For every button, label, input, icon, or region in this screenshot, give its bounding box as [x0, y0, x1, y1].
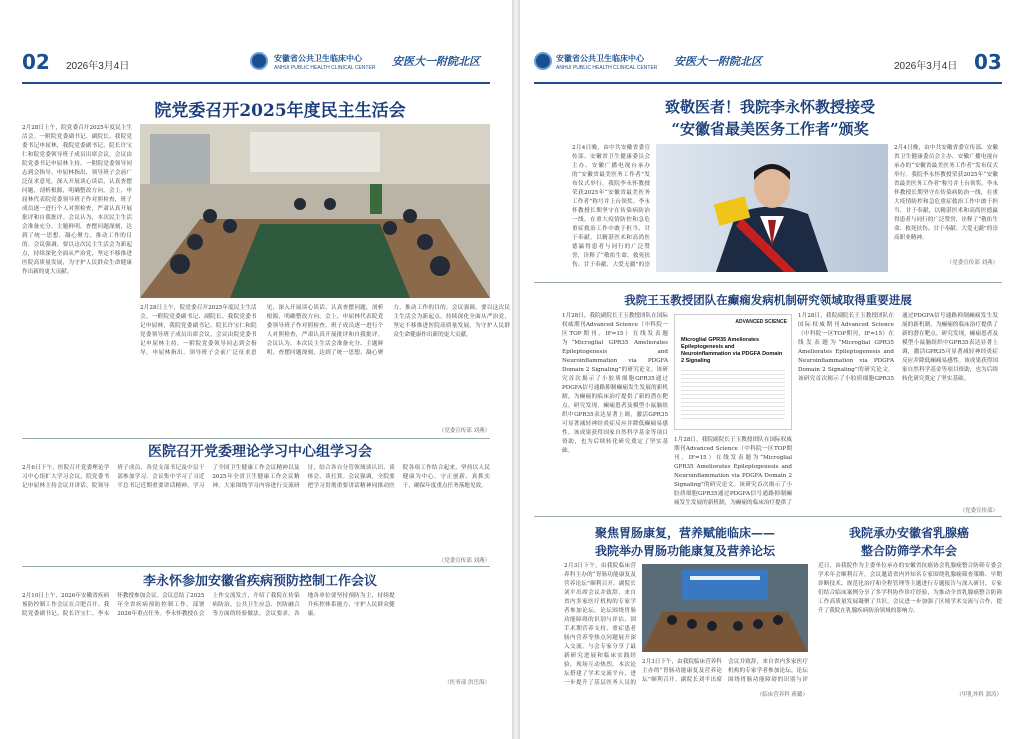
- paper-text-lines: [681, 367, 785, 421]
- article-title-line2: 我院举办胃肠功能康复及营养论坛: [594, 544, 775, 558]
- divider: [534, 516, 1002, 517]
- page-number: 03: [974, 50, 1002, 74]
- article-title-line2: 整合防筛学术年会: [860, 544, 957, 558]
- hospital-logo-icon: [250, 52, 268, 70]
- article-credit: （党委宣传部）: [959, 508, 998, 514]
- masthead-left: [22, 48, 490, 84]
- article-body: 2月4日晚，由中共安徽省委宣传部、安徽省卫生健康委员会主办、安徽广播电视台承办的“安徽省最美医务工作者”发布仪式举行。我院李永怀教授荣获2025年“安徽省最美医务工作者”称号并上台领奖。李永怀教授长期坚守在传染病防治一线，在重大疫情防控和急危重症救治工作中敢于担当、甘于奉献，以精湛医术和高尚医德赢得患者与同行的广泛赞誉，诠释了“敬佑生命、救死扶伤、甘于奉献、大爱无疆”的崇: [572, 145, 650, 268]
- divider: [22, 438, 490, 439]
- article-credit: （临床营养科 蒋璐）: [756, 692, 808, 698]
- article-body-continued: 1月28日，我院副院长王玉教授团队在国际权威期刊Advanced Science（中科院一区TOP期刊，IF=15）在线发表题为“Microglial GPR35 Ameliorates Epileptogenesis and Neuroinflammation via PDGFA Domain 2 Signaling”的研究论文。该研究首次揭示了小胶质细胞GPR35通过PDGFA信号通路抑制癫痫发生发展的新机制，为癫痫的临床治疗提供了新的潜在靶点。研究发现，癫痫患者及模型小鼠脑组织中GPR35表达显著上调，激活GPR35可显著减轻神经炎症反应并降低癫痫易感性。该成果获得国家自然科学基金等项目资助，也为后续转化研究奠定了坚实基础。: [798, 313, 998, 382]
- article-body-continued: 2月4日晚，由中共安徽省委宣传部、安徽省卫生健康委员会主办、安徽广播电视台承办的“安徽省最美医务工作者”发布仪式举行。我院李永怀教授荣获2025年“安徽省最美医务工作者”称号并上台领奖。李永怀教授长期坚守在传染病防治一线，在重大疫情防控和急危重症救治工作中敢于担当、甘于奉献，以精湛医术和高尚医德赢得患者与同行的广泛赞誉，诠释了“敬佑生命、救死扶伤、甘于奉献、大爱无疆”的崇高职业精神。: [894, 145, 998, 241]
- campus-calligraphy: 安医大一附院北区: [674, 55, 762, 68]
- article-title-line1: 致敬医者！我院李永怀教授接受: [664, 98, 875, 116]
- article-body: 2月28日上午，院党委召开2025年度民主生活会。一附院党委副书记、副院长、我院党委书记申屈林，我院党委副书记、院长许宝仁和院党委领导班子成员出席会议，会议由院党委书记申屈林主持。一附院党委领导同志到会指导。申屈林指出，领导班子会前广泛征求意见，深入开展谈心谈话，认真查摆问题，剖析根源，明确整改方向。会上，申屈林代表院党委领导班子作对照检查，班子成员逐一进行个人对照检查，严肃认真开展批评和自我批评。会议认为，本次民主生活会准备充分、主题鲜明，查摆问题深刻，达到了统一思想、凝心聚力、推动工作的目的。会议强调，要以这次民主生活会为新起点，持续深化全面从严治党，坚定不移推进医院高质量发展，为守护人民群众生命健康作出新的更大贡献。: [22, 125, 132, 275]
- award-photo: [656, 144, 888, 272]
- org-name-en: ANHUI PUBLIC HEALTH CLINICAL CENTER: [274, 65, 376, 71]
- divider: [22, 566, 490, 567]
- org-name-cn: 安徽省公共卫生临床中心: [274, 54, 362, 63]
- article-title: 李永怀参加安徽省疾病预防控制工作会议: [142, 574, 377, 589]
- forum-photo: [642, 564, 808, 652]
- article-title-line2: “安徽省最美医务工作者”颁奖: [671, 120, 869, 138]
- article-body-continued: 2月28日上午，院党委召开2025年度民主生活会。一附院党委副书记、副院长、我院党委书记申屈林，我院党委副书记、院长许宝仁和院党委领导班子成员出席会议，会议由院党委书记申屈林主持。一附院党委领导同志到会指导。申屈林指出，领导班子会前广泛征求意见，深入开展谈心谈话，认真查摆问题，剖析根源，明确整改方向。会上，申屈林代表院党委领导班子作对照检查，班子成员逐一进行个人对照检查，严肃认真开展批评和自我批评。会议认为，本次民主生活会准备充分、主题鲜明，查摆问题深刻，达到了统一思想、凝心聚力、推动工作的目的。会议强调，要以这次民主生活会为新起点，持续深化全面从严治党，坚定不移推进医院高质量发展，为守护人民群众生命健康作出新的更大贡献。: [140, 305, 510, 356]
- article-credit: （党委宣传部 刘燕）: [946, 260, 998, 266]
- meeting-photo: [140, 124, 490, 298]
- hospital-logo-icon: [534, 52, 552, 70]
- article-body-continued: 1月28日，我院副院长王玉教授团队在国际权威期刊Advanced Science（中科院一区TOP期刊，IF=15）在线发表题为“Microglial GPR35 Ameliorates Epileptogenesis and Neuroinflammation via PDGFA Domain 2 Signaling”的研究论文。该研究首次揭示了小胶质细胞GPR35通过PDGFA信号通路抑制癫痫发生发展的新机制，为癫痫的临床治疗提供了: [674, 437, 792, 506]
- article-title-line1: 我院承办安徽省乳腺癌: [848, 526, 969, 540]
- article-body-continued: 2月3日下午，由我院临床营养科主办的“胃肠功能康复及营养论坛”顺利召开。副院长刘平出席会议并致辞，来自省内多家医疗机构的专家学者参加论坛。论坛围绕胃肠功能障碍的识别与评: [642, 659, 808, 683]
- page-number: 02: [22, 50, 50, 74]
- masthead-right: [534, 48, 1002, 84]
- right-page: [520, 0, 1024, 739]
- article-title: 院党委召开2025年度民主生活会: [154, 101, 406, 121]
- org-name-cn: 安徽省公共卫生临床中心: [556, 54, 644, 63]
- article-body: 1月28日，我院副院长王玉教授团队在国际权威期刊Advanced Science（中科院一区TOP期刊，IF=15）在线发表题为“Microglial GPR35 Ameliorates Epileptogenesis and Neuroinflammation via PDGFA Domain 2 Signaling”的研究论文。该研究首次揭示了小胶质细胞GPR35通过PDGFA信号通路抑制癫痫发生发展的新机制，为癫痫的临床治疗提供了新的潜在靶点。研究发现，癫痫患者及模型小鼠脑组织中GPR35表达显著上调，激活GPR35可显著减轻神经炎症反应并降低癫痫易感性。该成果获得国家自然科学基金等项目资助，也为后续转化研究奠定了坚实基础。: [562, 313, 668, 454]
- campus-calligraphy: 安医大一附院北区: [392, 55, 480, 68]
- article-body: 2月6日下午，医院召开党委理论学习中心组扩大学习会议，院党委书记申屈林主持会议并讲话，院领导班子成员、各党支部书记及中层干部参加学习。会议集中学习了习近平总书记近期重要讲话精神，学习了全国卫生健康工作会议精神以及2025年全省卫生健康工作会议精神。大家围绕学习内容进行交流研讨，结合各自分管领域谈认识、谈体会、谈打算。会议强调，全院要把学习贯彻重要讲话精神同推动医院各项工作结合起来，坚持以人民健康为中心，守正创新、真抓实干，确保年度重点任务落地见效。: [22, 465, 490, 489]
- page-gutter: [512, 0, 520, 739]
- org-name-en: ANHUI PUBLIC HEALTH CLINICAL CENTER: [556, 65, 658, 71]
- article-title: 医院召开党委理论学习中心组学习会: [148, 444, 372, 460]
- article-title-line1: 聚焦胃肠康复，营养赋能临床——: [594, 526, 775, 540]
- issue-date: 2026年3月4日: [66, 61, 130, 72]
- divider: [534, 282, 1002, 283]
- article-credit: （党委宣传部 刘燕）: [438, 558, 490, 564]
- article-body: 近日，由我院作为主委单位承办的安徽省抗癌协会乳腺癌整合防筛专委会学术年会顺利召开。会议邀请省内外知名专家围绕乳腺癌筛查策略、早期诊断技术、规范化治疗和全程管理等主题进行专题报告与深入研讨。专家们结合临床案例分享了多学科协作诊疗经验，为推动全省乳腺癌整合防筛工作高质量发展凝聚了共识。会议进一步加强了区域学术交流与合作，提升了我院在乳腺疾病防治领域的影响力。: [818, 563, 1002, 614]
- article-credit: （甲乳外科 郭涛）: [956, 692, 1002, 698]
- journal-name: ADVANCED SCIENCE: [735, 319, 787, 325]
- article-body: 2月3日下午，由我院临床营养科主办的“胃肠功能康复及营养论坛”顺利召开。副院长刘平出席会议并致辞，来自省内多家医疗机构的专家学者参加论坛。论坛围绕胃肠功能障碍的识别与评估、围手术期营养支持、重症患者肠内营养等热点问题展开深入交流。与会专家分享了最新研究进展和临床实践经验，现场互动热烈。本次论坛搭建了学术交流平台，进一步提升了基层医务人员的: [564, 563, 636, 686]
- paper-title: Microglial GPR35 Ameliorates Epileptogenesis and Neuroinflammation via PDGFA Domain 2 Signaling: [681, 337, 783, 364]
- article-title: 我院王玉教授团队在癫痫发病机制研究领域取得重要进展: [624, 293, 912, 307]
- article-body: 2月10日上午，2026年安徽省疾病预防控制工作会议在合肥召开。我院党委副书记、院长许宝仁、李永怀教授参加会议。会议总结了2025年全省疾病预防控制工作，部署2026年重点任务。李永怀教授在会上作交流发言，介绍了我院在传染病防治、公共卫生应急、医防融合等方面的经验做法。会议要求，各地各单位要坚持预防为主，持续提升疾控体系能力，守护人民群众健康。: [22, 593, 395, 617]
- issue-date: 2026年3月4日: [894, 61, 958, 72]
- article-credit: （党委宣传部 刘燕）: [438, 428, 490, 434]
- article-credit: （医务部 洪岳海）: [444, 680, 490, 686]
- paper-figure: [674, 314, 792, 430]
